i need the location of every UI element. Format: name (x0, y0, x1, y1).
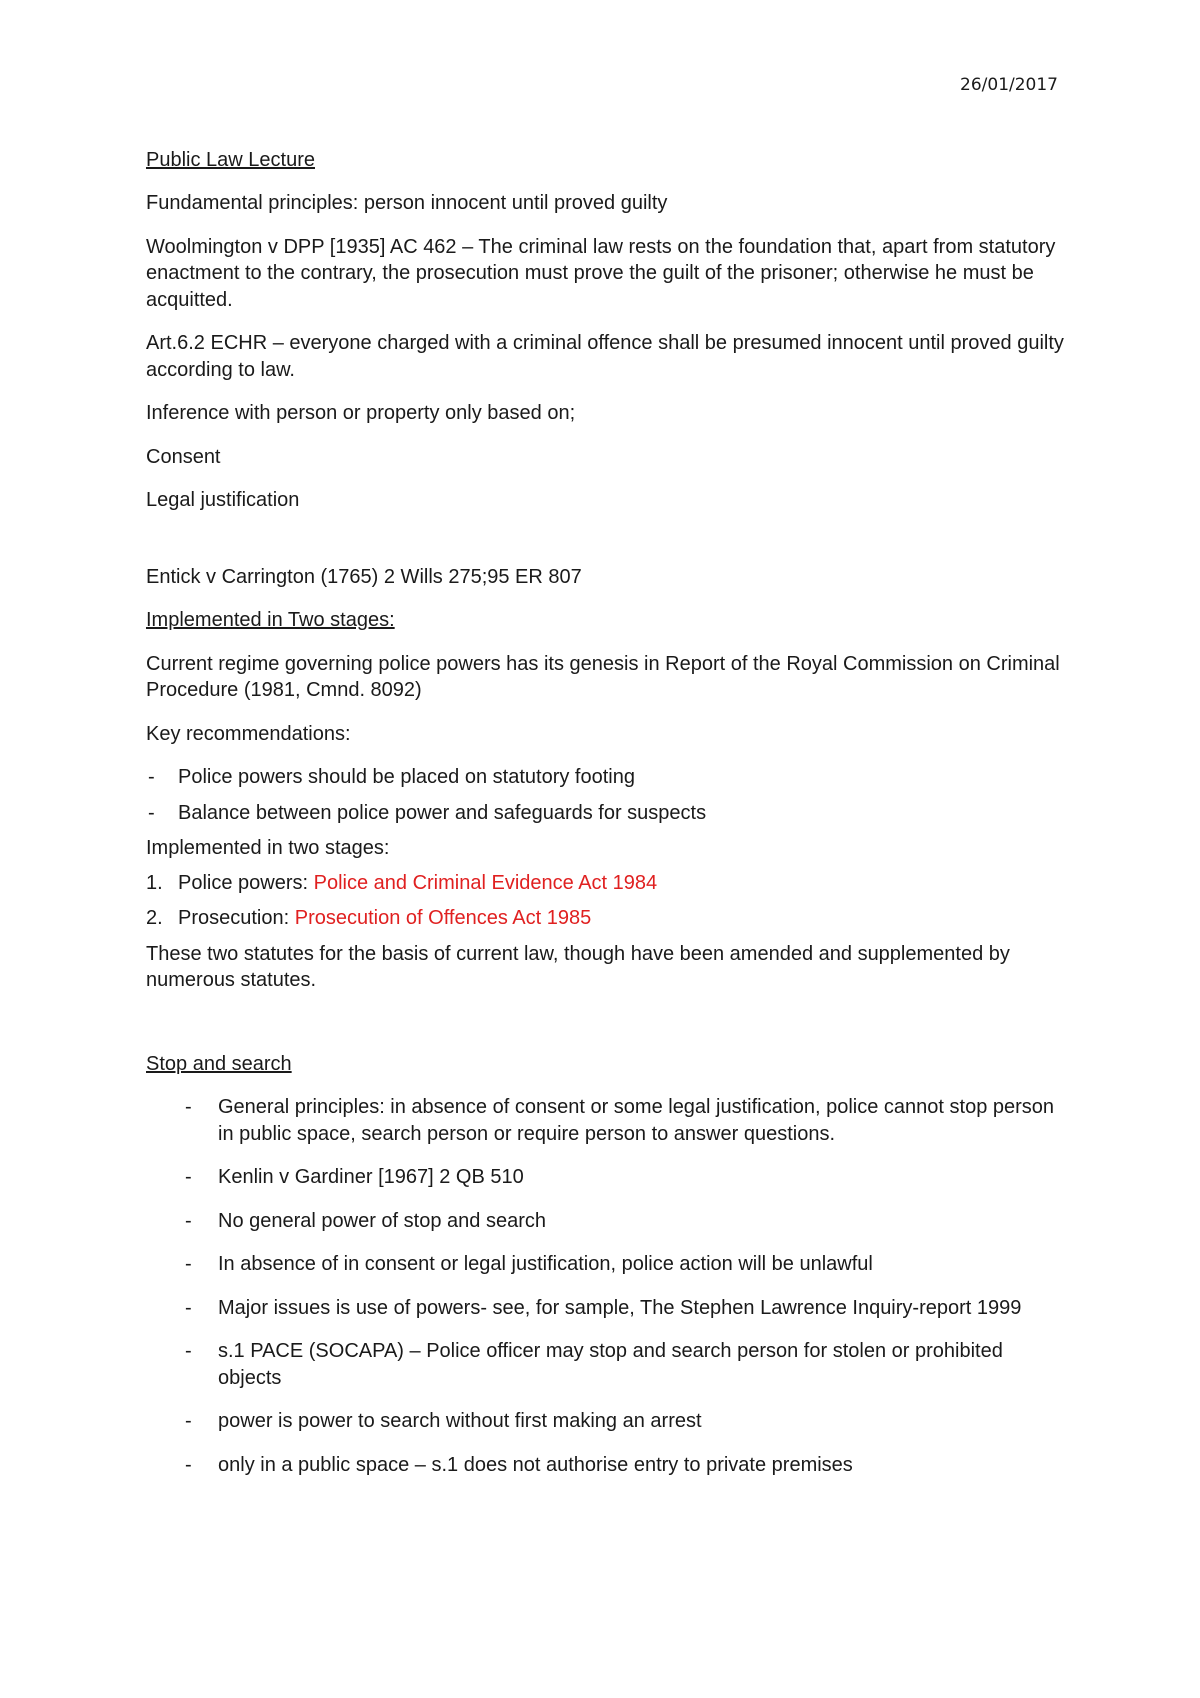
stage-act: Prosecution of Offences Act 1985 (294, 907, 592, 929)
list-item: - General principles: in absence of consent or some legal justification, police cannot stop person in public space, search person or require person to answer questions. (183, 1094, 1070, 1147)
document-date: 26/01/2017 (960, 75, 1058, 95)
paragraph-fundamental-principles: Fundamental principles: person innocent until proved guilty (146, 192, 668, 214)
stage-label: Prosecution: (178, 907, 295, 929)
document-title: Public Law Lecture (146, 148, 315, 171)
recommendations-list (146, 764, 1070, 826)
paragraph-inference: Inference with person or property only based on; (146, 402, 576, 424)
heading-stop-and-search: Stop and search (146, 1052, 292, 1075)
list-item (146, 905, 1070, 932)
stop-search-list (146, 1094, 1070, 1478)
list-item: - In absence of in consent or legal justification, police action will be unlawful (183, 1251, 1070, 1278)
list-item (146, 870, 1070, 897)
paragraph-entick: Entick v Carrington (1765) 2 Wills 275;95 ER 807 (146, 565, 582, 588)
stage-label: Police powers: (178, 871, 314, 894)
stages-list (146, 870, 1070, 932)
paragraph-legal-justification: Legal justification (146, 489, 300, 511)
list-item: - Balance between police power and safeguards for suspects (146, 800, 1070, 827)
paragraph-key-recommendations: Key recommendations: (146, 722, 351, 745)
list-item: - only in a public space – s.1 does not authorise entry to private premises (183, 1452, 1070, 1479)
blank-line (146, 531, 1070, 564)
list-item: - Kenlin v Gardiner [1967] 2 QB 510 (183, 1164, 1070, 1191)
list-item: - Police powers should be placed on statutory footing (146, 764, 1070, 791)
list-item: - No general power of stop and search (183, 1208, 1070, 1235)
heading-implemented: Implemented in Two stages: (146, 609, 395, 631)
paragraph-statutes: These two statutes for the basis of current law, though have been amended and supplemented by numerous statutes. (146, 942, 1010, 991)
list-number: 1. (146, 871, 163, 894)
stage-act: Police and Criminal Evidence Act 1984 (313, 871, 658, 894)
paragraph-art62-echr: Art.6.2 ECHR – everyone charged with a criminal offence shall be presumed innocent until proved guilty according to law. (146, 332, 1064, 381)
list-item: - s.1 PACE (SOCAPA) – Police officer may stop and search person for stolen or prohibited objects (183, 1338, 1070, 1391)
paragraph-current-regime: Current regime governing police powers has its genesis in Report of the Royal Commission on Criminal Procedure (1981, Cmnd. 8092) (146, 652, 1060, 701)
blank-line (146, 1011, 1070, 1051)
list-item: - power is power to search without first making an arrest (183, 1408, 1070, 1435)
list-number: 2. (146, 907, 163, 929)
paragraph-woolmington: Woolmington v DPP [1935] AC 462 – The criminal law rests on the foundation that, apart from statutory enactment to the contrary, the prosecution must prove the guilt of the prisoner; otherwise he must be acquitted. (146, 235, 1056, 311)
paragraph-consent: Consent (146, 445, 221, 468)
list-item: - Major issues is use of powers- see, for sample, The Stephen Lawrence Inquiry-report 1999 (183, 1295, 1070, 1322)
paragraph-two-stages: Implemented in two stages: (146, 837, 390, 859)
